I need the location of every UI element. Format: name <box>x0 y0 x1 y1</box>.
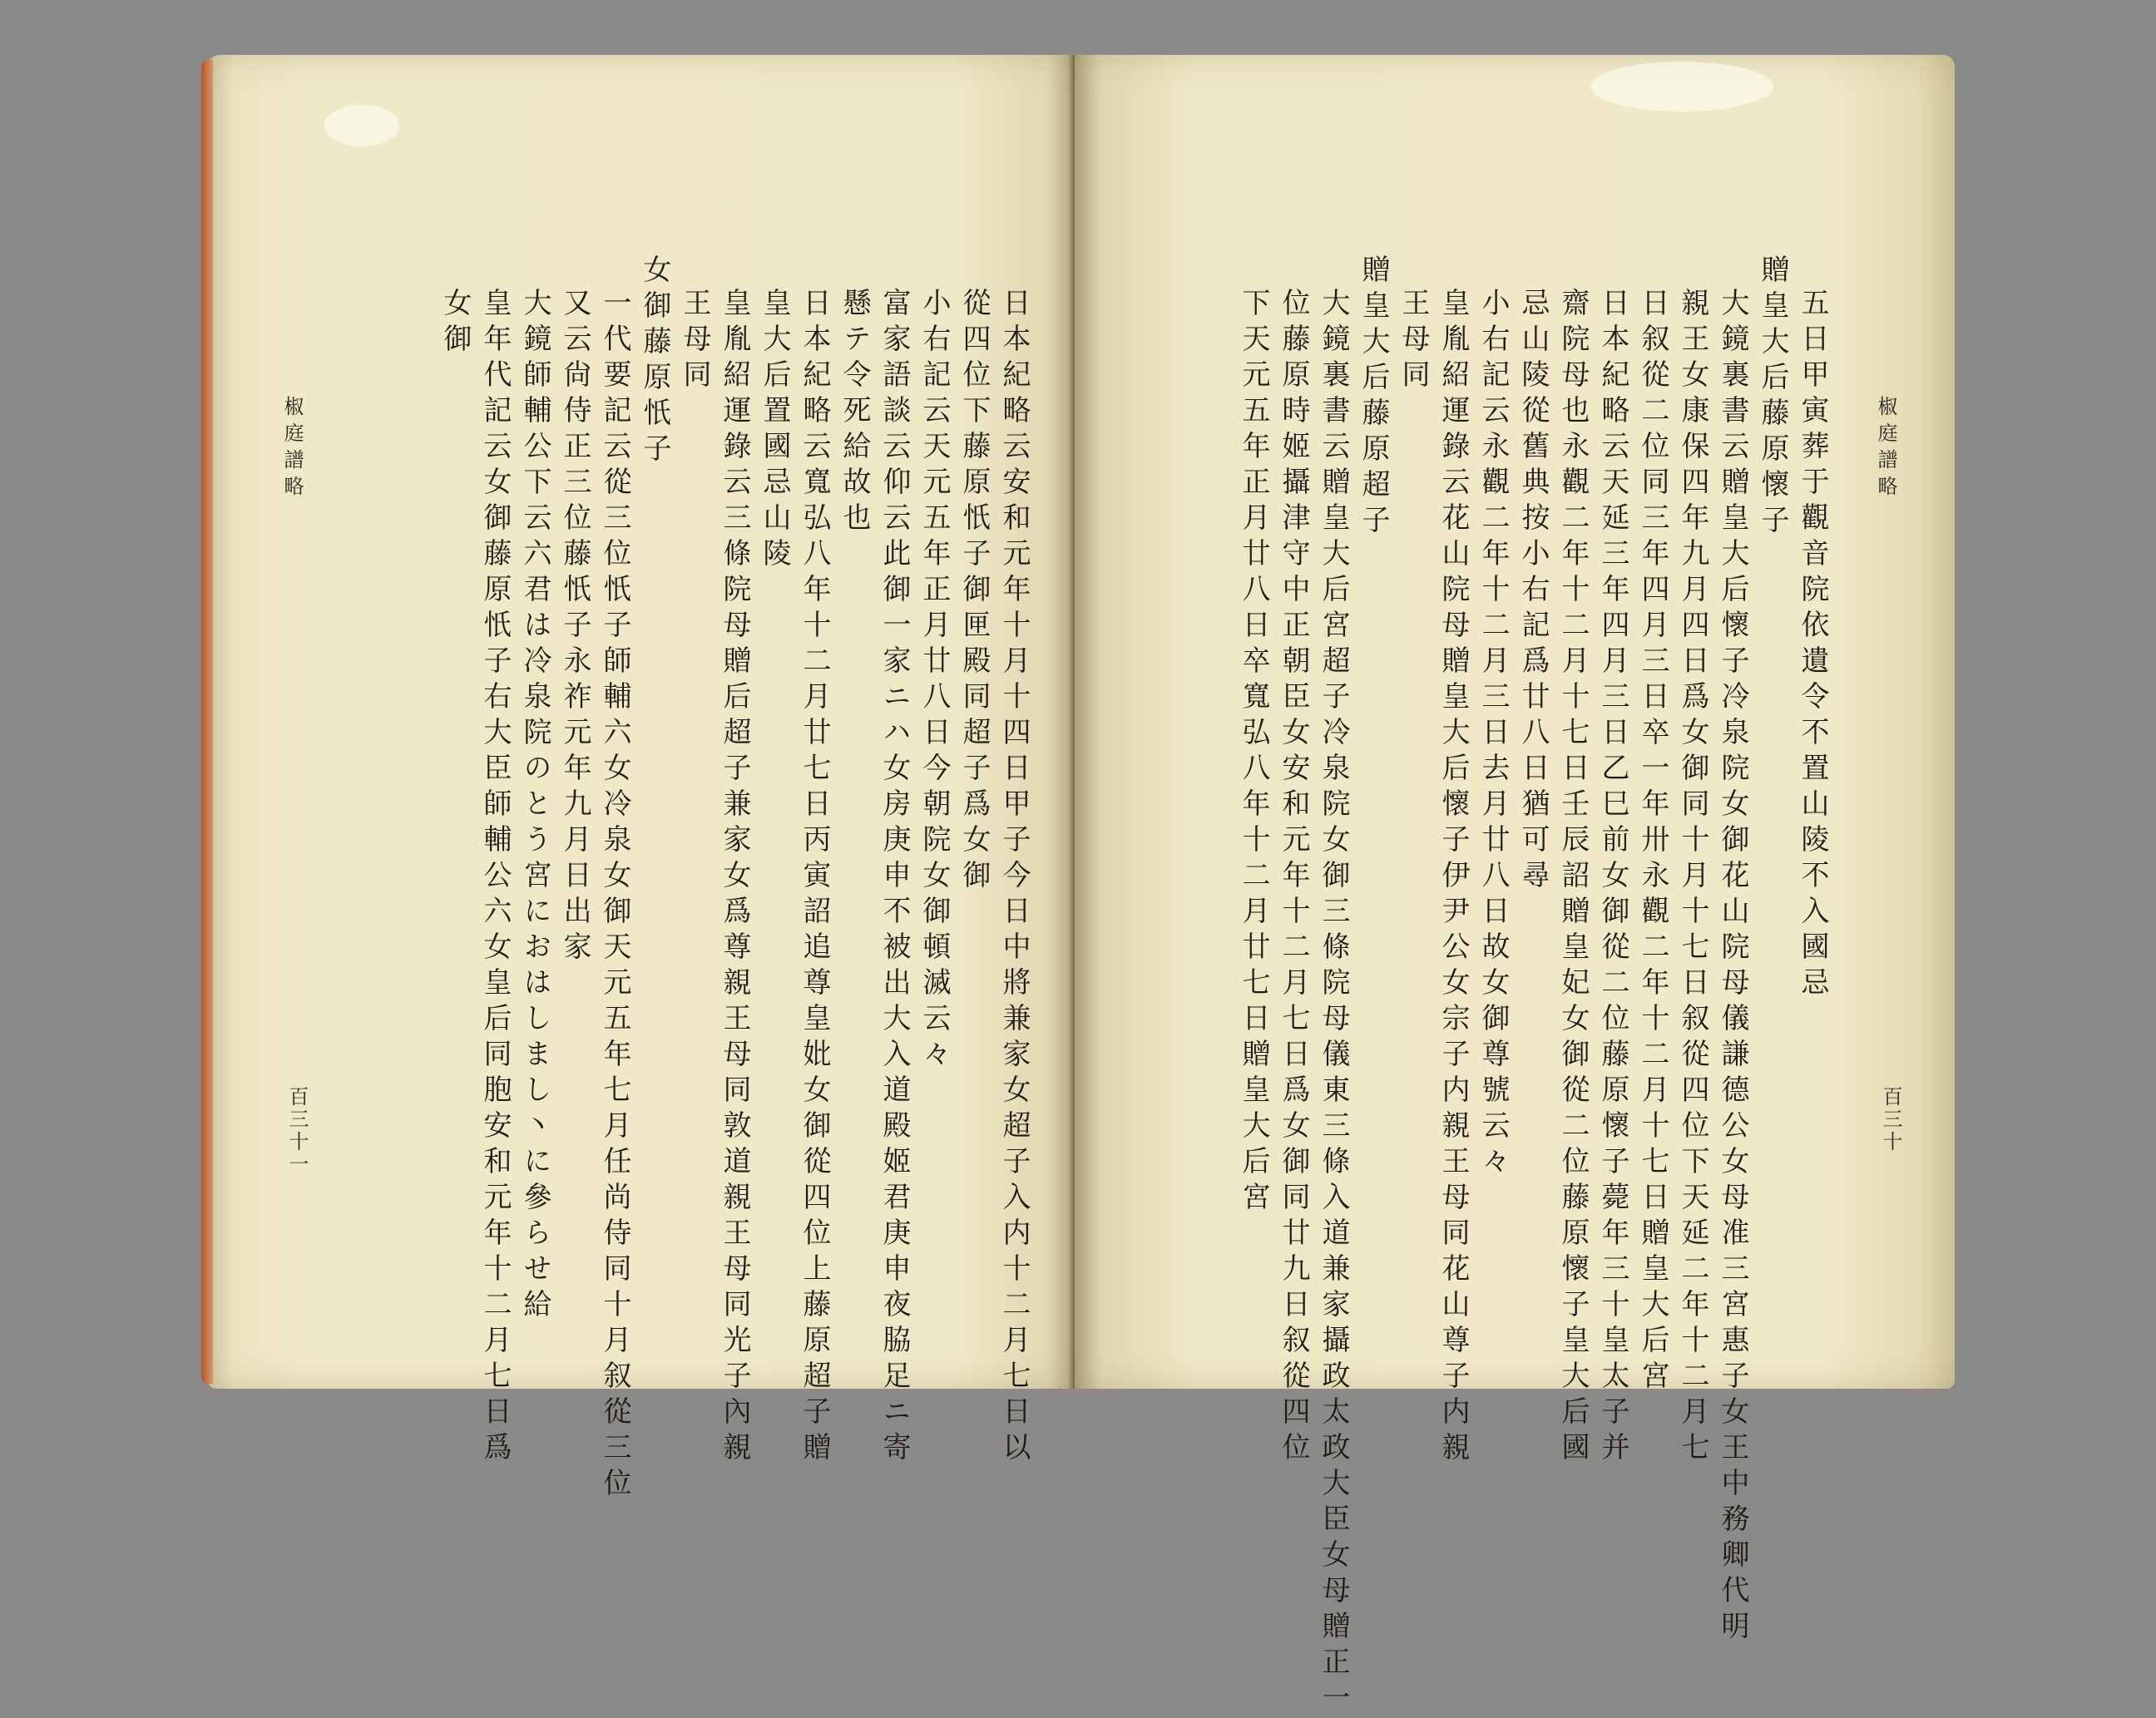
text-column: 皇大后置國忌山陵 <box>758 288 791 574</box>
text-column: 親王女康保四年九月四日爲女御同十月十七日叙從四位下天延二年十二月七 <box>1676 288 1709 1468</box>
book-spread <box>208 55 1955 1718</box>
text-column: 皇胤紹運錄云三條院母贈后超子兼家女爲尊親王母同敦道親王母同光子內親 <box>718 288 751 1468</box>
text-column: 日本紀略云天延三年四月三日乙巳前女御從二位藤原懷子薨年三十皇太子并 <box>1596 288 1629 1468</box>
text-column-heading: 贈皇大后藤原懷子 <box>1756 254 1789 541</box>
page-number-left: 百三十一 <box>285 1086 309 1176</box>
text-column: 齋院母也永觀二年十二月十七日壬辰詔贈皇妃女御從二位藤原懷子皇大后國 <box>1556 288 1590 1468</box>
text-column: 一代要記云從三位忯子師輔六女冷泉女御天元五年七月任尚侍同十月叙從三位 <box>598 288 631 1503</box>
running-header-left: 椒庭譜略 <box>280 396 304 502</box>
text-column: 皇胤紹運錄云花山院母贈皇大后懷子伊尹公女宗子内親王母同花山尊子内親 <box>1437 288 1470 1468</box>
text-column: 小右記云天元五年正月廿八日今朝院女御頓滅云々 <box>917 288 951 1074</box>
paper-stain <box>324 105 399 146</box>
text-column: 從四位下藤原忯子御匣殿同超子爲女御 <box>957 288 991 896</box>
text-column: 富家語談云仰云此御一家ニハ女房庚申不被出大入道殿姬君庚申夜脇足ニ寄 <box>878 288 911 1468</box>
text-column: 又云尙侍正三位藤忯子永祚元年九月日出家 <box>558 288 591 967</box>
left-page <box>208 55 1075 1503</box>
text-column: 日本紀略云安和元年十月十四日甲子今日中將兼家女超子入内十二月七日以 <box>997 288 1031 1468</box>
text-column: 五日甲寅葬于觀音院依遺令不置山陵不入國忌 <box>1796 288 1829 1003</box>
text-column: 王母同 <box>1397 288 1430 395</box>
text-column: 大鏡裏書云贈皇大后懷子冷泉院女御花山院母儀謙德公女母准三宮惠子女王中務卿代明 <box>1716 288 1749 1646</box>
text-column: 大鏡師輔公下云六君は冷泉院のとう宮におはしまし丶に參らせ給 <box>518 288 551 1325</box>
right-page <box>1075 55 1955 1718</box>
text-column: 日叙從二位同三年四月三日卒一年卅永觀二年十二月十七日贈皇大后宮 <box>1636 288 1669 1396</box>
paper-stain <box>1590 62 1773 111</box>
text-column: 王母同 <box>678 288 711 395</box>
text-column: 小右記云永觀二年十二月三日去月廿八日故女御尊號云々 <box>1476 288 1510 1182</box>
text-column: 皇年代記云女御藤原忯子右大臣師輔公六女皇后同胞安和元年十二月七日爲 <box>478 288 512 1468</box>
text-column: 日本紀略云寬弘八年十二月廿七日丙寅詔追尊皇妣女御從四位上藤原超子贈 <box>798 288 831 1468</box>
running-header-right: 椒庭譜略 <box>1874 396 1897 502</box>
page-edge <box>201 60 213 1384</box>
text-column: 下天元五年正月廿八日卒寬弘八年十二月廿七日贈皇大后宮 <box>1237 288 1270 1217</box>
text-column: 大鏡裏書云贈皇大后宮超子冷泉院女御三條院母儀東三條入道兼家攝政太政大臣女母贈正一 <box>1317 288 1350 1718</box>
text-column: 女御 <box>438 288 472 359</box>
text-column: 忌山陵從舊典按小右記爲廿八日猶可尋 <box>1516 288 1550 896</box>
text-column: 位藤原時姬攝津守中正朝臣女安和元年十二月七日爲女御同廿九日叙從四位 <box>1277 288 1310 1468</box>
text-column-heading: 女御藤原忯子 <box>638 254 671 469</box>
text-column: 懸テ令死給故也 <box>838 288 871 538</box>
text-column-heading: 贈皇大后藤原超子 <box>1357 254 1390 541</box>
page-number-right: 百三十 <box>1879 1086 1902 1153</box>
